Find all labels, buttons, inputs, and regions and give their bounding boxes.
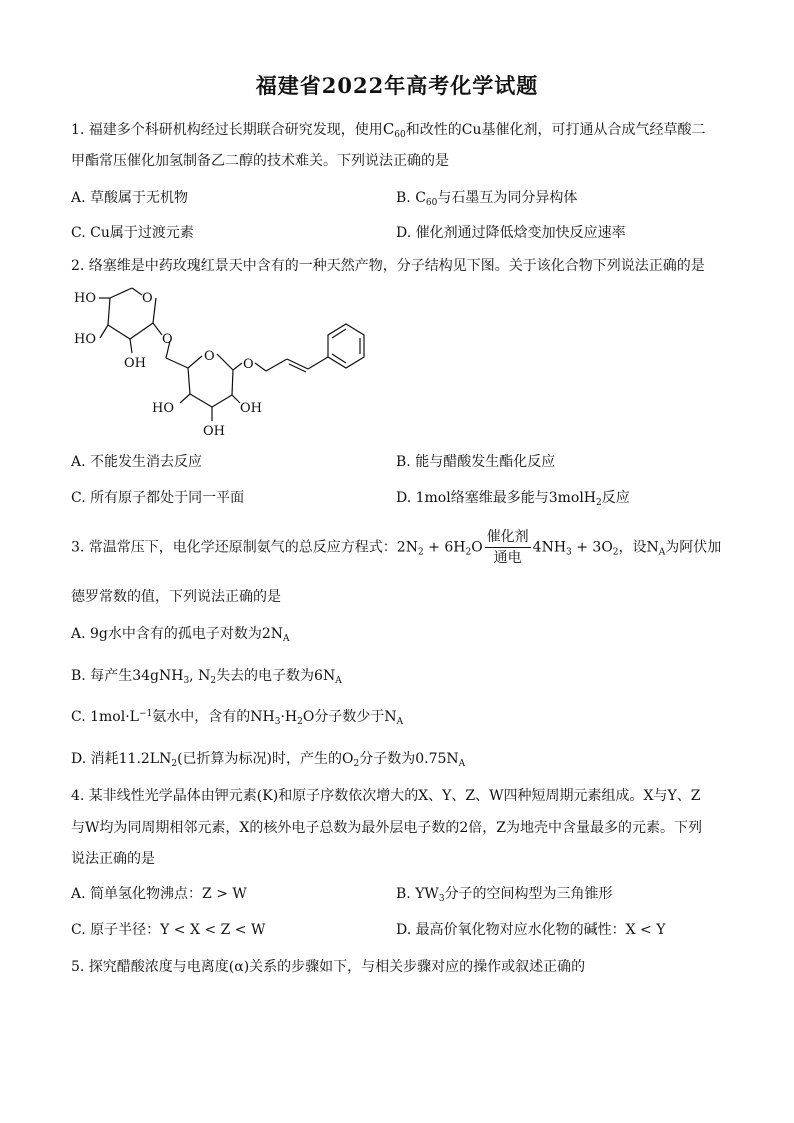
q2-label-oh-3: OH <box>203 424 225 439</box>
q2-option-b: B. 能与醋酸发生酯化反应 <box>396 454 556 470</box>
q3-stem-line1: 3. 常温常压下，电化学还原制氨气的总反应方程式：$2N_2 + 6H_2O$ $\frac{\text{催化剂}}{\text{通电}}$ $4NH_3 + 3O_2$，设$N_A$为阿伏加 <box>71 529 722 566</box>
q4-option-a: A. 简单氢化物沸点：Z > W <box>71 886 247 902</box>
q2-label-oh-2: OH <box>240 401 262 416</box>
q1-option-a: A. 草酸属于无机物 <box>71 190 189 206</box>
q2-option-a: A. 不能发生消去反应 <box>71 454 203 470</box>
q4-option-b: B. $YW_3$分子的空间构型为三角锥形 <box>396 886 613 904</box>
q1-option-d: D. 催化剂通过降低焓变加快反应速率 <box>396 225 626 241</box>
q2-molecule-structure <box>70 283 370 443</box>
q3-option-c: C. $1mol\cdot L^{-1}$氨水中，含有的$NH_3\cdot H_2O$分子数少于$N_A$ <box>71 709 404 727</box>
q1-stem-line1: 1. 福建多个科研机构经过长期联合研究发现，使用$C_{60}$和改性的Cu基催化剂，可打通从合成气经草酸二 <box>71 120 706 140</box>
q1-option-c: C. Cu属于过渡元素 <box>71 225 194 241</box>
q2-label-ho-2: HO <box>74 332 96 347</box>
q3-reaction-condition: $\frac{\text{催化剂}}{\text{通电}}$ <box>486 529 529 566</box>
q2-label-o-link: O <box>162 332 173 347</box>
q3-option-d: D. 消耗$11.2LN_2$(已折算为标况)时，产生的$O_2$分子数为$0.75N_A$ <box>71 751 466 769</box>
q2-label-ho-3: HO <box>152 401 174 416</box>
q4-option-d: D. 最高价氧化物对应水化物的碱性：X < Y <box>396 922 666 938</box>
q2-option-c: C. 所有原子都处于同一平面 <box>71 490 245 506</box>
q2-stem: 2. 络塞维是中药玫瑰红景天中含有的一种天然产物，分子结构见下图。关于该化合物下列说法正确的是 <box>71 258 705 274</box>
q4-stem-line2: 与W均为同周期相邻元素，X的核外电子总数为最外层电子数的2倍，Z为地壳中含量最多的元素。下列 <box>71 820 702 836</box>
q3-option-b: B. 每产生34gNH$_3$, $N_2$失去的电子数为$6N_A$ <box>71 668 342 686</box>
q4-stem-line3: 说法正确的是 <box>71 851 155 867</box>
q2-label-ho-1: HO <box>74 291 96 306</box>
q4-stem-line1: 4. 某非线性光学晶体由钾元素(K)和原子序数依次增大的X、Y、Z、W四种短周期元素组成。X与Y、Z <box>71 788 701 804</box>
q4-option-c: C. 原子半径：Y < X < Z < W <box>71 922 266 938</box>
q2-label-oh-1: OH <box>124 356 146 371</box>
q3-stem-line2: 德罗常数的值，下列说法正确的是 <box>71 589 281 605</box>
q5-stem: 5. 探究醋酸浓度与电离度(α)关系的步骤如下，与相关步骤对应的操作或叙述正确的 <box>71 959 586 975</box>
q2-label-o-ring2: O <box>204 349 215 364</box>
q3-option-a: A. 9g水中含有的孤电子对数为$2N_A$ <box>71 626 290 644</box>
q1-option-b: B. $C_{60}$与石墨互为同分异构体 <box>396 190 578 208</box>
page-title: 福建省2022年高考化学试题 <box>255 73 539 98</box>
q2-label-o-ring1: O <box>142 291 153 306</box>
q1-stem-line2: 甲酯常压催化加氢制备乙二醇的技术难关。下列说法正确的是 <box>71 153 449 169</box>
q2-option-d: D. 1mol络塞维最多能与3molH$_2$反应 <box>396 490 630 508</box>
q2-label-o-ether: O <box>243 357 254 372</box>
